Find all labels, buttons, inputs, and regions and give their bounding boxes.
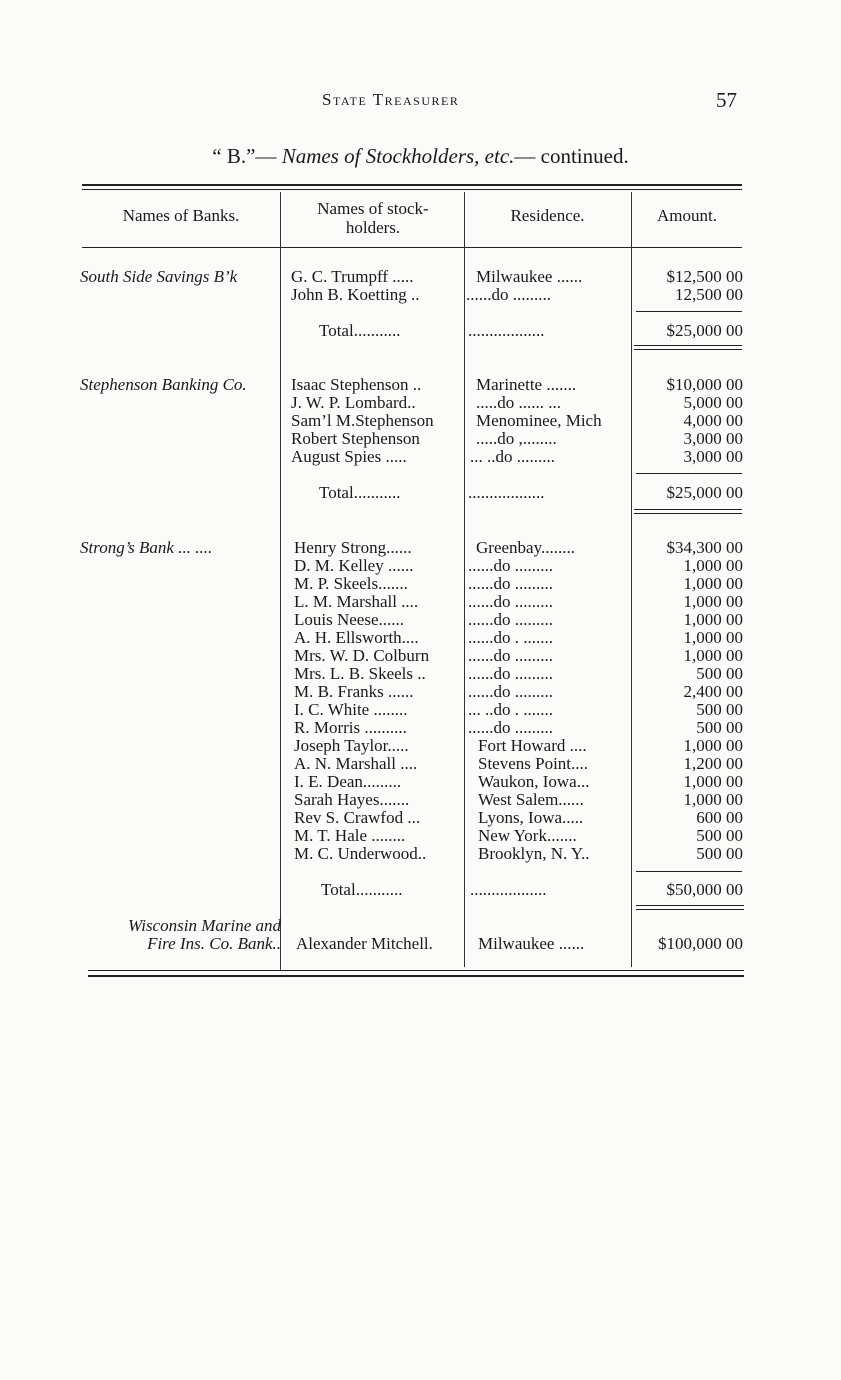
- amount-cell: 1,000 00: [683, 556, 743, 575]
- header-banks: [82, 206, 280, 225]
- page-number: 57: [716, 88, 737, 112]
- total-dots: ..................: [468, 321, 545, 340]
- residence-cell: West Salem......: [478, 790, 584, 809]
- bottom-rule-1: [88, 970, 744, 971]
- residence-cell: .....do ...... ...: [476, 393, 561, 412]
- residence-cell: ... ..do .........: [470, 447, 555, 466]
- header-residence-label: Residence.: [510, 206, 585, 225]
- stockholder-name: D. M. Kelley ......: [294, 556, 414, 575]
- amount-cell: 500 00: [696, 718, 743, 737]
- header-residence: [465, 206, 630, 225]
- header-banks-label: Names of Banks.: [122, 206, 240, 225]
- residence-cell: Menominee, Mich: [476, 411, 602, 430]
- amount-cell: $10,000 00: [666, 375, 743, 394]
- caption-suffix: — continued.: [514, 144, 629, 168]
- total-amount: $25,000 00: [666, 321, 743, 340]
- amount-cell: 1,000 00: [683, 628, 743, 647]
- header-stockholders-line2: holders.: [345, 218, 401, 237]
- residence-cell: New York.......: [478, 826, 577, 845]
- stockholder-name: M. B. Franks ......: [294, 682, 414, 701]
- residence-cell: ......do .........: [466, 285, 551, 304]
- residence-cell: ......do .........: [468, 556, 553, 575]
- amount-cell: 3,000 00: [683, 447, 743, 466]
- stockholder-name: Henry Strong......: [294, 538, 412, 557]
- stockholder-name: M. T. Hale ........: [294, 826, 406, 845]
- header-stockholders-line1: Names of stock-: [317, 199, 429, 218]
- stockholder-name: M. P. Skeels.......: [294, 574, 408, 593]
- total-rule-1: [634, 509, 742, 510]
- residence-cell: Milwaukee ......: [478, 934, 585, 953]
- running-head: [0, 88, 841, 112]
- caption-prefix: “ B.”—: [212, 144, 282, 168]
- residence-cell: Milwaukee ......: [476, 267, 583, 286]
- amount-cell: $100,000 00: [658, 934, 743, 953]
- stockholder-name: G. C. Trumpff .....: [291, 267, 414, 286]
- header-stockholders: [282, 199, 464, 237]
- stockholder-name: Sam’l M.Stephenson: [291, 411, 434, 430]
- total-amount: $25,000 00: [666, 483, 743, 502]
- amount-cell: 1,000 00: [683, 736, 743, 755]
- subtotal-rule: [636, 473, 742, 474]
- stockholder-name: L. M. Marshall ....: [294, 592, 419, 611]
- stockholder-name: August Spies .....: [291, 447, 407, 466]
- stockholder-name: Alexander Mitchell.: [296, 934, 433, 953]
- amount-cell: 1,000 00: [683, 610, 743, 629]
- header-amount-label: Amount.: [657, 206, 717, 225]
- total-rule-2: [634, 513, 742, 514]
- amount-cell: 600 00: [696, 808, 743, 827]
- amount-cell: 12,500 00: [675, 285, 743, 304]
- total-label: Total...........: [319, 483, 401, 502]
- amount-cell: 1,000 00: [683, 574, 743, 593]
- stockholder-name: M. C. Underwood..: [294, 844, 427, 863]
- bank-name-line1: Wisconsin Marine and: [128, 916, 281, 935]
- stockholder-name: J. W. P. Lombard..: [291, 393, 416, 412]
- top-rule-2: [82, 189, 742, 190]
- stockholder-name: Mrs. W. D. Colburn: [294, 646, 430, 665]
- stockholder-name: Isaac Stephenson ..: [291, 375, 422, 394]
- residence-cell: Marinette .......: [476, 375, 577, 394]
- amount-cell: 2,400 00: [683, 682, 743, 701]
- amount-cell: 5,000 00: [683, 393, 743, 412]
- stockholder-name: A. H. Ellsworth....: [294, 628, 419, 647]
- column-separator-2: [464, 192, 465, 967]
- column-separator-1: [280, 192, 281, 970]
- amount-cell: 1,000 00: [683, 646, 743, 665]
- amount-cell: 500 00: [696, 700, 743, 719]
- residence-cell: ......do .........: [468, 646, 553, 665]
- total-dots: ..................: [470, 880, 547, 899]
- residence-cell: ......do . .......: [468, 628, 553, 647]
- total-dots: ..................: [468, 483, 545, 502]
- bank-name: Stephenson Banking Co.: [80, 375, 247, 394]
- amount-cell: 3,000 00: [683, 429, 743, 448]
- residence-cell: Greenbay........: [476, 538, 575, 557]
- bank-name: Strong’s Bank ... ....: [80, 538, 213, 557]
- amount-cell: 1,000 00: [683, 772, 743, 791]
- amount-cell: 4,000 00: [683, 411, 743, 430]
- column-separator-3: [631, 192, 632, 967]
- residence-cell: ......do .........: [468, 610, 553, 629]
- header-rule: [82, 247, 742, 248]
- total-label: Total...........: [319, 321, 401, 340]
- residence-cell: ......do .........: [468, 592, 553, 611]
- top-rule-1: [82, 184, 742, 186]
- table-caption: [0, 144, 841, 169]
- residence-cell: Fort Howard ....: [478, 736, 587, 755]
- amount-cell: 1,000 00: [683, 790, 743, 809]
- stockholder-name: Robert Stephenson: [291, 429, 420, 448]
- residence-cell: ......do .........: [468, 718, 553, 737]
- bottom-rule-2: [88, 975, 744, 977]
- stockholder-name: R. Morris ..........: [294, 718, 407, 737]
- stockholder-name: A. N. Marshall ....: [294, 754, 418, 773]
- running-title: State Treasurer: [322, 90, 460, 109]
- amount-cell: 1,200 00: [683, 754, 743, 773]
- residence-cell: Waukon, Iowa...: [478, 772, 590, 791]
- residence-cell: ... ..do . .......: [468, 700, 553, 719]
- amount-cell: 500 00: [696, 826, 743, 845]
- residence-cell: ......do .........: [468, 664, 553, 683]
- stockholder-name: I. C. White ........: [294, 700, 408, 719]
- amount-cell: 500 00: [696, 664, 743, 683]
- bank-name-line2: Fire Ins. Co. Bank..: [147, 934, 281, 953]
- subtotal-rule: [636, 311, 742, 312]
- stockholder-name: Rev S. Crawfod ...: [294, 808, 421, 827]
- residence-cell: .....do ,........: [476, 429, 557, 448]
- stockholder-name: John B. Koetting ..: [291, 285, 420, 304]
- residence-cell: ......do .........: [468, 574, 553, 593]
- caption-italic: Names of Stockholders, etc.: [281, 144, 515, 168]
- total-rule-2: [634, 349, 742, 350]
- stockholder-name: Louis Neese......: [294, 610, 405, 629]
- bank-name: South Side Savings B’k: [80, 267, 238, 286]
- residence-cell: Stevens Point....: [478, 754, 589, 773]
- total-rule-1: [636, 905, 744, 906]
- subtotal-rule: [636, 871, 742, 872]
- total-amount: $50,000 00: [666, 880, 743, 899]
- residence-cell: Brooklyn, N. Y..: [478, 844, 590, 863]
- total-rule-1: [634, 345, 742, 346]
- stockholder-name: Joseph Taylor.....: [294, 736, 409, 755]
- residence-cell: ......do .........: [468, 682, 553, 701]
- residence-cell: Lyons, Iowa.....: [478, 808, 584, 827]
- total-rule-2: [636, 909, 744, 910]
- stockholder-name: Sarah Hayes.......: [294, 790, 410, 809]
- amount-cell: 500 00: [696, 844, 743, 863]
- stockholder-name: I. E. Dean.........: [294, 772, 402, 791]
- header-amount: [632, 206, 742, 225]
- stockholder-name: Mrs. L. B. Skeels ..: [294, 664, 426, 683]
- amount-cell: 1,000 00: [683, 592, 743, 611]
- amount-cell: $12,500 00: [666, 267, 743, 286]
- total-label: Total...........: [321, 880, 403, 899]
- amount-cell: $34,300 00: [666, 538, 743, 557]
